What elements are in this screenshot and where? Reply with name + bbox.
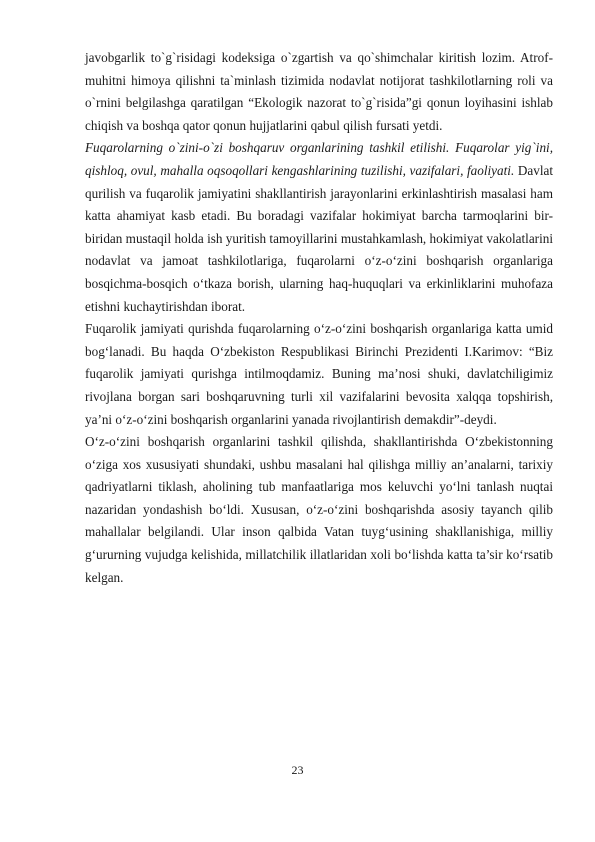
section-heading: Fuqarolarning o`zini-o`zi boshqaruv organlarining tashkil etilishi. Fuqarolar yig`ini, qishloq, ovul, mahalla oqsoqollari kengashlarining tuzilishi, vazifalari, faoliyati. [85, 140, 553, 178]
page-number: 23 [291, 763, 304, 777]
paragraph-3: Fuqarolik jamiyati qurishda fuqarolarning o‘z-o‘zini boshqarish organlariga katta umid bog‘lanadi. Bu haqda O‘zbekiston Respublikasi Birinchi Prezidenti I.Karimov: “Biz fuqarolik jamiyati qurishga intilmoqdamiz. Buning ma’nosi shuki, davlatchiligimiz rivojlana borgan sari boshqaruvning turli xil vazifalarini bevosita xalqqa topshirish, ya’ni o‘z-o‘zini boshqarish organlarini yanada rivojlantirish demakdir”-deydi. [85, 321, 553, 427]
paragraph-4: O‘z-o‘zini boshqarish organlarini tashkil qilishda, shakllantirishda O‘zbekistonning o‘ziga xos xususiyati shundaki, ushbu masalani hal qilishga milliy an’analarni, tarixiy qadriyatlarni tiklash, aholining tub manfaatlariga mos keluvchi yo‘lni tanlash nuqtai nazaridan yondashish bo‘ldi. Xususan, o‘z-o‘zini boshqarishda asosiy tayanch qilib mahallalar belgilandi. Ular inson qalbida Vatan tuyg‘usining shakllanishiga, milliy g‘ururning vujudga kelishida, millatchilik illatlaridan xoli bo‘lishda katta ta’sir ko‘rsatib kelgan. [85, 434, 553, 585]
paragraph-2-body: Davlat qurilish va fuqarolik jamiyatini shakllantirish jarayonlarini erkinlashtirish masalasi ham katta ahamiyat kasb etadi. Bu boradagi vazifalar hokimiyat barcha tarmoqlarini bir-biridan mustaqil holda ish yuritish tamoyillarini mustahkamlash, hokimiyat vakolatlarini nodavlat va jamoat tashkilotlariga, fuqarolarni o‘z-o‘zini boshqarish organlariga bosqichma-bosqich o‘tkaza borish, ularning haq-huquqlari va erkinliklarini muhofaza etishni kuchaytirishdan iborat. [85, 162, 553, 314]
document-page [85, 47, 553, 589]
paragraph-2 [85, 137, 553, 318]
paragraph-1: javobgarlik to`g`risidagi kodeksiga o`zgartish va qo`shimchalar kiritish lozim. Atrof-muhitni himoya qilishni ta`minlash tizimida nodavlat notijorat tashkilotlarning roli va o`rnini belgilashga qaratilgan “Ekologik nazorat to`g`risida”gi qonun loyihasini ishlab chiqish va boshqa qator qonun hujjatlarini qabul qilish fursati yetdi. [85, 50, 553, 133]
